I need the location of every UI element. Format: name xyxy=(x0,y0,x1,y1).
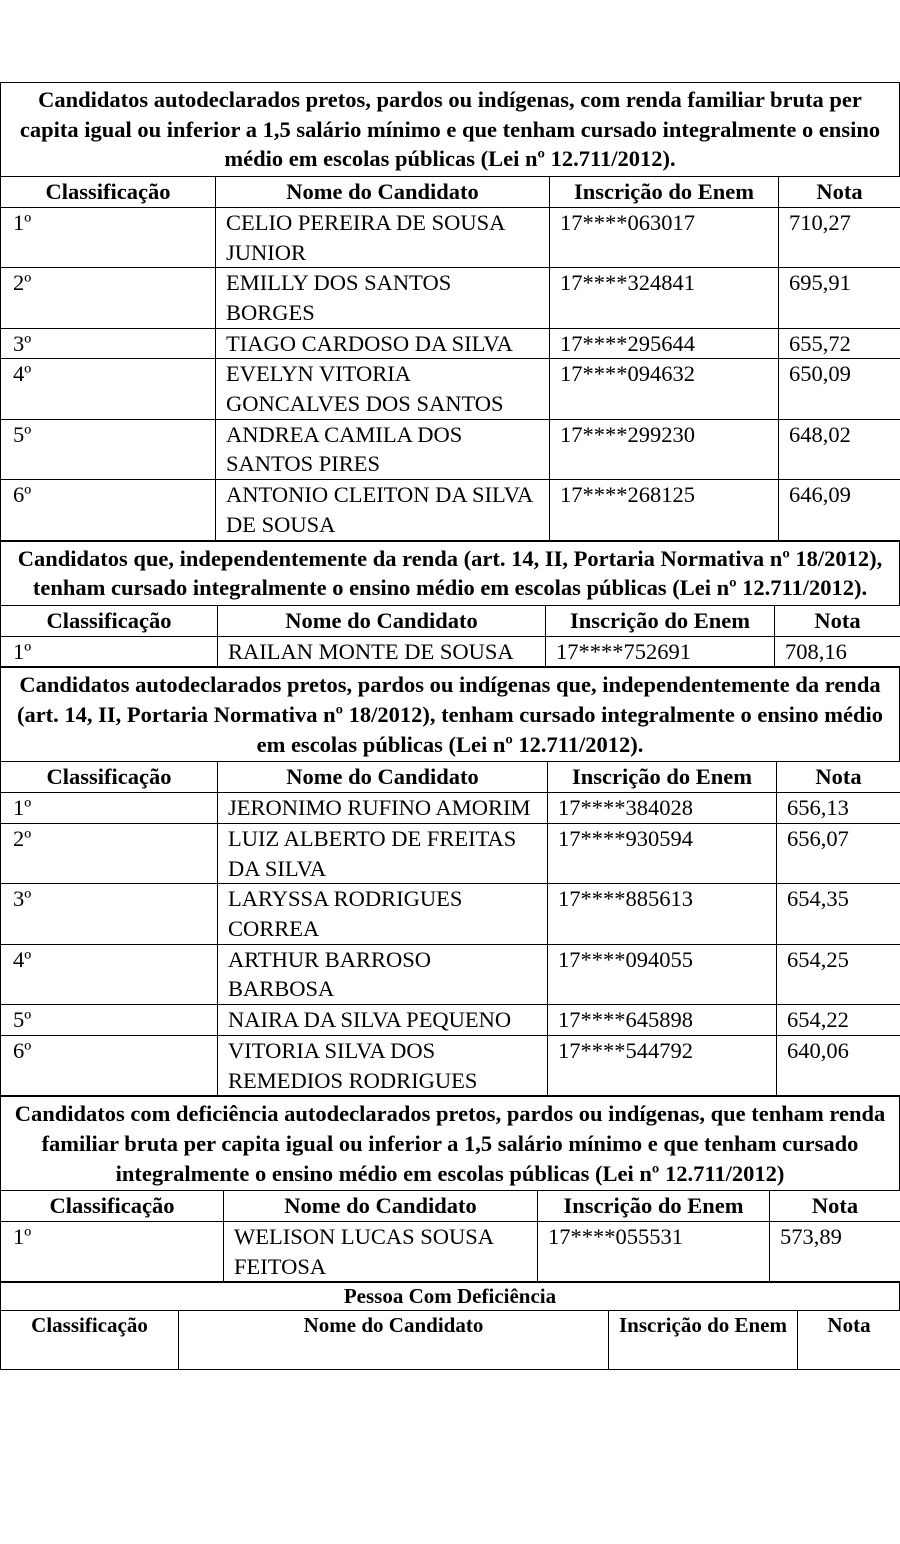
cell-nota: 640,06 xyxy=(777,1035,900,1095)
table-row xyxy=(1,207,900,267)
section-title: Candidatos com deficiência autodeclarados pretos, pardos ou indígenas, que tenham renda familiar bruta per capita igual ou inferior a 1,5 salário mínimo e que tenham cursado integralmente o ensino médio em escolas públicas (Lei nº 12.711/2012) xyxy=(0,1096,900,1190)
header-nota: Nota xyxy=(779,177,900,208)
table-row xyxy=(1,480,900,540)
table-row xyxy=(1,328,900,359)
header-classificacao: Classificação xyxy=(1,1191,224,1222)
cell-inscricao: 17****544792 xyxy=(548,1035,777,1095)
header-classificacao: Classificação xyxy=(1,605,218,636)
cell-inscricao: 17****384028 xyxy=(548,793,777,824)
cell-inscricao: 17****299230 xyxy=(550,419,779,479)
table-header-row xyxy=(1,177,900,208)
cell-nota: 654,22 xyxy=(777,1005,900,1036)
cell-nota: 654,35 xyxy=(777,884,900,944)
cell-classificacao: 4º xyxy=(1,359,216,419)
header-inscricao: Inscrição do Enem xyxy=(548,762,777,793)
header-nome: Nome do Candidato xyxy=(224,1191,538,1222)
table-row xyxy=(1,636,900,667)
header-inscricao: Inscrição do Enem xyxy=(546,605,775,636)
cell-nome: LARYSSA RODRIGUES CORREA xyxy=(218,884,548,944)
cell-nota: 656,07 xyxy=(777,823,900,883)
cell-nota: 695,91 xyxy=(779,268,900,328)
cell-classificacao: 1º xyxy=(1,636,218,667)
header-classificacao: Classificação xyxy=(1,762,218,793)
results-section xyxy=(0,1282,900,1370)
table-row xyxy=(1,268,900,328)
cell-classificacao: 2º xyxy=(1,823,218,883)
section-title: Candidatos autodeclarados pretos, pardos ou indígenas que, independentemente da renda (art. 14, II, Portaria Normativa nº 18/2012), tenham cursado integralmente o ensino médio em escolas públicas (Lei nº 12.711/2012). xyxy=(0,667,900,761)
cell-classificacao: 3º xyxy=(1,328,216,359)
cell-classificacao: 4º xyxy=(1,944,218,1004)
results-table xyxy=(0,1190,900,1282)
table-row xyxy=(1,823,900,883)
header-nota: Nota xyxy=(798,1311,900,1370)
header-inscricao: Inscrição do Enem xyxy=(538,1191,770,1222)
cell-nome: ANDREA CAMILA DOS SANTOS PIRES xyxy=(216,419,550,479)
cell-nota: 654,25 xyxy=(777,944,900,1004)
cell-nota: 646,09 xyxy=(779,480,900,540)
cell-nome: TIAGO CARDOSO DA SILVA xyxy=(216,328,550,359)
cell-nome: LUIZ ALBERTO DE FREITAS DA SILVA xyxy=(218,823,548,883)
section-title: Pessoa Com Deficiência xyxy=(0,1282,900,1310)
cell-nome: CELIO PEREIRA DE SOUSA JUNIOR xyxy=(216,207,550,267)
cell-classificacao: 2º xyxy=(1,268,216,328)
cell-inscricao: 17****094055 xyxy=(548,944,777,1004)
header-nome: Nome do Candidato xyxy=(218,605,546,636)
cell-inscricao: 17****094632 xyxy=(550,359,779,419)
cell-nome: NAIRA DA SILVA PEQUENO xyxy=(218,1005,548,1036)
cell-nome: ARTHUR BARROSO BARBOSA xyxy=(218,944,548,1004)
cell-inscricao: 17****295644 xyxy=(550,328,779,359)
cell-nota: 656,13 xyxy=(777,793,900,824)
results-section xyxy=(0,541,900,668)
cell-nome: JERONIMO RUFINO AMORIM xyxy=(218,793,548,824)
results-table xyxy=(0,176,900,540)
cell-nota: 650,09 xyxy=(779,359,900,419)
results-section xyxy=(0,82,900,541)
cell-nota: 708,16 xyxy=(775,636,900,667)
cell-inscricao: 17****645898 xyxy=(548,1005,777,1036)
header-nome: Nome do Candidato xyxy=(218,762,548,793)
header-classificacao: Classificação xyxy=(1,177,216,208)
table-row xyxy=(1,884,900,944)
cell-nota: 710,27 xyxy=(779,207,900,267)
table-header-row xyxy=(1,1311,900,1370)
table-row xyxy=(1,1222,900,1282)
cell-nota: 655,72 xyxy=(779,328,900,359)
table-row xyxy=(1,359,900,419)
cell-inscricao: 17****268125 xyxy=(550,480,779,540)
table-row xyxy=(1,944,900,1004)
cell-inscricao: 17****885613 xyxy=(548,884,777,944)
cell-inscricao: 17****063017 xyxy=(550,207,779,267)
cell-classificacao: 1º xyxy=(1,207,216,267)
cell-classificacao: 6º xyxy=(1,1035,218,1095)
cell-nota: 573,89 xyxy=(770,1222,900,1282)
cell-nome: EVELYN VITORIA GONCALVES DOS SANTOS xyxy=(216,359,550,419)
table-header-row xyxy=(1,762,900,793)
document xyxy=(0,82,900,1370)
header-inscricao: Inscrição do Enem xyxy=(609,1311,798,1370)
cell-classificacao: 1º xyxy=(1,793,218,824)
cell-nome: EMILLY DOS SANTOS BORGES xyxy=(216,268,550,328)
cell-nome: ANTONIO CLEITON DA SILVA DE SOUSA xyxy=(216,480,550,540)
cell-nome: VITORIA SILVA DOS REMEDIOS RODRIGUES xyxy=(218,1035,548,1095)
results-table xyxy=(0,605,900,667)
cell-classificacao: 3º xyxy=(1,884,218,944)
results-table xyxy=(0,1310,900,1370)
section-title: Candidatos que, independentemente da renda (art. 14, II, Portaria Normativa nº 18/2012), tenham cursado integralmente o ensino médio em escolas públicas (Lei nº 12.711/2012). xyxy=(0,541,900,605)
cell-nome: WELISON LUCAS SOUSA FEITOSA xyxy=(224,1222,538,1282)
table-header-row xyxy=(1,605,900,636)
cell-inscricao: 17****752691 xyxy=(546,636,775,667)
table-row xyxy=(1,1035,900,1095)
table-row xyxy=(1,419,900,479)
table-header-row xyxy=(1,1191,900,1222)
cell-inscricao: 17****324841 xyxy=(550,268,779,328)
header-nota: Nota xyxy=(775,605,900,636)
section-title: Candidatos autodeclarados pretos, pardos ou indígenas, com renda familiar bruta per capita igual ou inferior a 1,5 salário mínimo e que tenham cursado integralmente o ensino médio em escolas públicas (Lei nº 12.711/2012). xyxy=(0,82,900,176)
cell-classificacao: 5º xyxy=(1,1005,218,1036)
header-classificacao: Classificação xyxy=(1,1311,179,1370)
header-nota: Nota xyxy=(770,1191,900,1222)
table-row xyxy=(1,793,900,824)
cell-inscricao: 17****055531 xyxy=(538,1222,770,1282)
cell-classificacao: 1º xyxy=(1,1222,224,1282)
header-nota: Nota xyxy=(777,762,900,793)
results-section xyxy=(0,667,900,1096)
results-section xyxy=(0,1096,900,1282)
cell-inscricao: 17****930594 xyxy=(548,823,777,883)
table-row xyxy=(1,1005,900,1036)
header-nome: Nome do Candidato xyxy=(179,1311,609,1370)
results-table xyxy=(0,761,900,1096)
cell-nota: 648,02 xyxy=(779,419,900,479)
cell-nome: RAILAN MONTE DE SOUSA xyxy=(218,636,546,667)
header-nome: Nome do Candidato xyxy=(216,177,550,208)
cell-classificacao: 5º xyxy=(1,419,216,479)
cell-classificacao: 6º xyxy=(1,480,216,540)
header-inscricao: Inscrição do Enem xyxy=(550,177,779,208)
